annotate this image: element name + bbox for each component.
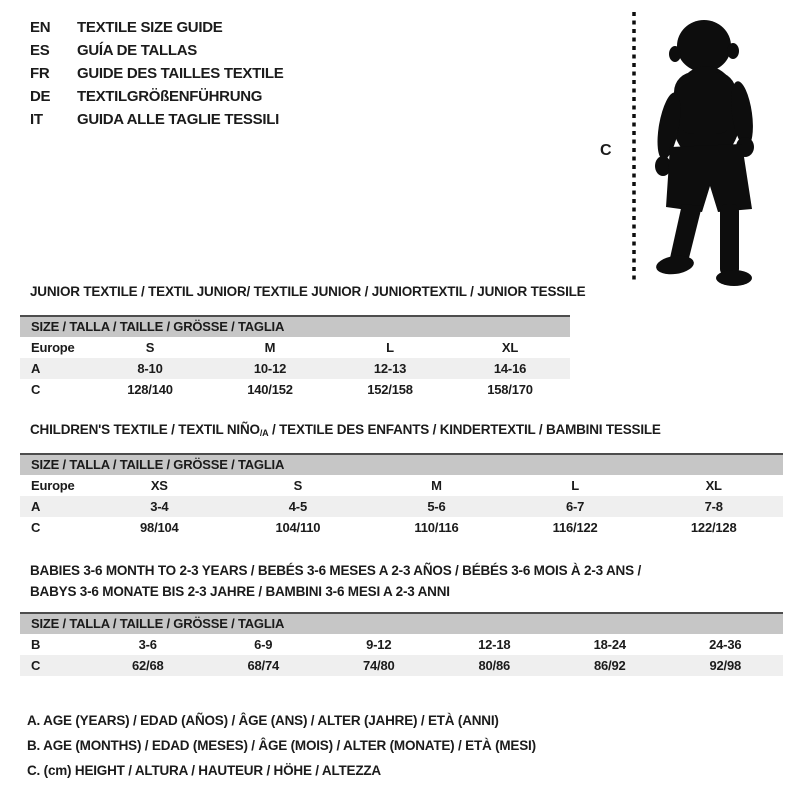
table-cell: C <box>31 382 41 397</box>
table-cell: 7-8 <box>704 499 723 514</box>
table-cell: M <box>264 340 276 355</box>
table-cell: 12-13 <box>373 361 407 376</box>
note-b: B. AGE (MONTHS) / EDAD (MESES) / ÂGE (MOIS) / ALTER (MONATE) / ETÀ (MESI) <box>27 738 536 753</box>
lang-row-es <box>30 39 283 62</box>
table-cell: 12-18 <box>478 637 511 652</box>
table-cell: B <box>31 637 41 652</box>
table-cell: C <box>31 658 41 673</box>
baby-silhouette-graphic <box>600 6 780 292</box>
table-row <box>20 337 570 358</box>
table-cell: 140/152 <box>247 382 293 397</box>
table-cell: 116/122 <box>552 520 598 535</box>
lang-row-de <box>30 85 283 108</box>
lang-code: ES <box>30 42 50 59</box>
table-cell: 158/170 <box>487 382 533 397</box>
table-cell: 5-6 <box>427 499 446 514</box>
table-cell: XL <box>705 478 722 493</box>
children-size-table <box>20 453 783 538</box>
table-cell: M <box>431 478 442 493</box>
table-cell: 86/92 <box>593 658 626 673</box>
table-cell: 128/140 <box>127 382 173 397</box>
measurement-figure <box>600 6 780 292</box>
babies-title-line1: BABIES 3-6 MONTH TO 2-3 YEARS / BEBÉS 3-6 MESES A 2-3 AÑOS / BÉBÉS 3-6 MOIS À 2-3 ANS / <box>30 563 641 578</box>
lang-label: GUIDA ALLE TAGLIE TESSILI <box>77 111 279 128</box>
table-cell: 62/68 <box>131 658 164 673</box>
table-cell: 74/80 <box>362 658 395 673</box>
language-header <box>30 16 283 131</box>
table-cell: C <box>31 520 41 535</box>
children-section-title <box>30 422 661 438</box>
junior-section-title: JUNIOR TEXTILE / TEXTIL JUNIOR/ TEXTILE JUNIOR / JUNIORTEXTIL / JUNIOR TESSILE <box>30 284 586 299</box>
legend-notes <box>27 708 536 783</box>
babies-section-title <box>30 560 641 602</box>
children-title-sub: /A <box>259 428 269 438</box>
table-cell: A <box>31 499 41 514</box>
table-cell: 110/116 <box>414 520 459 535</box>
table-row <box>20 634 783 655</box>
table-cell: 18-24 <box>593 637 626 652</box>
lang-label: GUIDE DES TAILLES TEXTILE <box>77 65 284 82</box>
lang-row-it <box>30 108 283 131</box>
babies-size-table <box>20 612 783 676</box>
babies-title-line2: BABYS 3-6 MONATE BIS 2-3 JAHRE / BAMBINI 3-6 MESI A 2-3 ANNI <box>30 584 450 599</box>
table-cell: 152/158 <box>367 382 413 397</box>
table-cell: 122/128 <box>690 520 737 535</box>
height-measure-label: C <box>600 142 612 159</box>
table-row <box>20 358 570 379</box>
table-cell: S <box>145 340 155 355</box>
table-cell: 14-16 <box>493 361 527 376</box>
table-cell: 9-12 <box>366 637 392 652</box>
table-cell: XS <box>150 478 168 493</box>
table-cell: 3-6 <box>138 637 157 652</box>
baby-silhouette <box>653 20 756 286</box>
note-c: C. (cm) HEIGHT / ALTURA / HAUTEUR / HÖHE / ALTEZZA <box>27 763 381 778</box>
lang-code: IT <box>30 111 43 128</box>
note-a: A. AGE (YEARS) / EDAD (AÑOS) / ÂGE (ANS) / ALTER (JAHRE) / ETÀ (ANNI) <box>27 713 499 728</box>
lang-label: TEXTILE SIZE GUIDE <box>77 19 223 36</box>
table-cell: 6-9 <box>254 637 273 652</box>
junior-size-table <box>20 315 570 400</box>
table-cell: 92/98 <box>709 658 742 673</box>
table-cell: Europe <box>31 478 75 493</box>
lang-code: EN <box>30 19 51 36</box>
lang-row-fr <box>30 62 283 85</box>
table-cell: 6-7 <box>565 499 585 514</box>
children-title-pre: CHILDREN'S TEXTILE / TEXTIL NIÑO <box>30 422 260 437</box>
table-cell: 3-4 <box>150 499 169 514</box>
lang-label: TEXTILGRÖßENFÜHRUNG <box>77 88 263 105</box>
table-cell: 98/104 <box>140 520 179 535</box>
table-cell: L <box>571 478 579 493</box>
table-cell: 24-36 <box>709 637 742 652</box>
table-cell: 104/110 <box>275 520 321 535</box>
size-header-bar: SIZE / TALLA / TAILLE / GRÖSSE / TAGLIA <box>20 612 783 634</box>
table-row <box>20 517 783 538</box>
lang-code: FR <box>30 65 50 82</box>
table-cell: A <box>31 361 41 376</box>
table-cell: Europe <box>31 340 75 355</box>
size-header-bar: SIZE / TALLA / TAILLE / GRÖSSE / TAGLIA <box>20 453 783 475</box>
lang-code: DE <box>30 88 51 105</box>
lang-row-en <box>30 16 283 39</box>
table-cell: 68/74 <box>247 658 280 673</box>
lang-label: GUÍA DE TALLAS <box>77 42 197 59</box>
table-row <box>20 475 783 496</box>
table-row <box>20 379 570 400</box>
table-row <box>20 655 783 676</box>
table-cell: 10-12 <box>253 361 287 376</box>
table-cell: S <box>293 478 303 493</box>
table-cell: 8-10 <box>137 361 163 376</box>
size-header-bar: SIZE / TALLA / TAILLE / GRÖSSE / TAGLIA <box>20 315 570 337</box>
table-row <box>20 496 783 517</box>
table-cell: 80/86 <box>478 658 511 673</box>
table-cell: L <box>386 340 394 355</box>
table-cell: XL <box>501 340 519 355</box>
children-title-post: / TEXTILE DES ENFANTS / KINDERTEXTIL / BAMBINI TESSILE <box>268 422 661 437</box>
table-cell: 4-5 <box>288 499 307 514</box>
